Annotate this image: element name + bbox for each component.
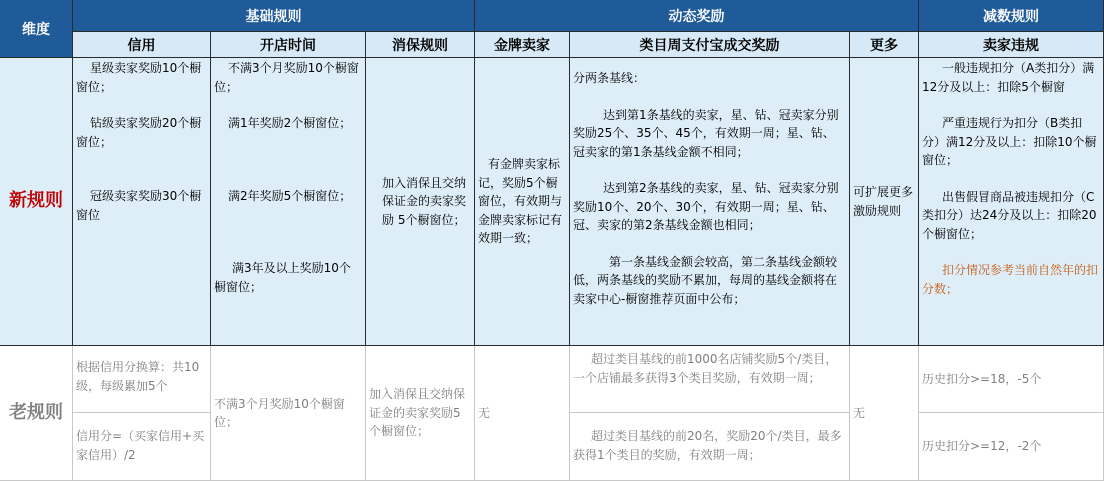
group-header-dynamic: 动态奖励 <box>475 0 919 32</box>
new-category-baseline1: 达到第1条基线的卖家，星、钻、冠卖家分别奖励25个、35个、45个，有效期一周；星、钻、冠卖家的第1条基线金额不相同； <box>573 107 839 159</box>
column-header-gold-seller: 金牌卖家 <box>475 32 570 58</box>
new-rule-label: 新规则 <box>0 58 73 346</box>
new-category-baseline2: 达到第2条基线的卖家，星、钻、冠卖家分别奖励10个、20个、30个，有效期一周；星、钻、冠、卖家的第2条基线金额也相同； <box>573 181 839 232</box>
new-open-time-under3m: 不满3个月奖励10个橱窗位； <box>214 61 359 94</box>
new-gold-seller-cell <box>475 58 570 346</box>
new-violation-c: 出售假冒商品被违规扣分（C类扣分）达24分及以上：扣除20个橱窗位； <box>922 189 1097 241</box>
column-header-open-time: 开店时间 <box>211 32 366 58</box>
new-open-time-3y: 满3年及以上奖励10个橱窗位； <box>214 261 351 294</box>
new-open-time-cell <box>211 58 366 346</box>
column-header-consumer-protection: 消保规则 <box>366 32 475 58</box>
old-open-time-cell <box>211 346 366 481</box>
new-open-time-2y: 满2年奖励5个橱窗位； <box>228 188 352 203</box>
old-more-cell <box>850 346 919 481</box>
new-consumer-protection-text: 加入消保且交纳保证金的卖家奖励 5个橱窗位； <box>382 175 467 227</box>
new-violation-cell <box>919 58 1104 346</box>
old-credit-cell-top <box>73 346 211 413</box>
new-violation-a: 一般违规扣分（A类扣分）满12分及以上：扣除5个橱窗 <box>922 61 1095 94</box>
new-category-note: 第一条基线金额会较高，第二条基线金额较低，两条基线的奖励不累加，每周的基线金额将在卖家中心-橱窗推荐页面中公布； <box>573 254 838 306</box>
new-category-intro: 分两条基线： <box>573 71 646 85</box>
column-header-category-weekly: 类目周支付宝成交奖励 <box>570 32 850 58</box>
old-more-text: 无 <box>853 405 866 420</box>
new-credit-diamond: 钻级卖家奖励20个橱窗位； <box>76 116 202 149</box>
new-open-time-1y: 满1年奖励2个橱窗位； <box>228 116 352 130</box>
old-open-time-text: 不满3个月奖励10个橱窗位； <box>214 396 345 429</box>
old-credit-cell-bottom <box>73 413 211 481</box>
group-header-basic: 基础规则 <box>73 0 475 32</box>
old-credit-conversion: 根据信用分换算：共10级，每级累加5个 <box>76 360 200 393</box>
old-gold-seller-cell <box>475 346 570 481</box>
new-violation-b: 严重违规行为扣分（B类扣分）满12分及以上：扣除10个橱窗位； <box>922 116 1097 167</box>
old-consumer-protection-text: 加入消保且交纳保证金的卖家奖励5个橱窗位； <box>369 387 466 439</box>
old-consumer-protection-cell <box>366 346 475 481</box>
new-more-cell <box>850 58 919 346</box>
old-rule-label: 老规则 <box>0 346 73 481</box>
new-violation-note: 扣分情况参考当前自然年的扣分数； <box>922 263 1099 296</box>
new-category-weekly-cell <box>570 58 850 346</box>
group-header-deduct: 减数规则 <box>919 0 1104 32</box>
old-violation-cell-bottom <box>919 413 1104 481</box>
new-more-text: 可扩展更多激励规则 <box>853 185 914 218</box>
old-category-weekly-cell-top <box>570 346 850 413</box>
old-category-weekly-cell-bottom <box>570 413 850 481</box>
old-violation-12: 历史扣分>=12，-2个 <box>922 439 1042 454</box>
old-category-top20: 超过类目基线的前20名，奖励20个/类目，最多获得1个类目的奖励，有效期一周； <box>573 429 842 462</box>
old-credit-formula: 信用分=（买家信用+买家信用）/2 <box>76 429 205 462</box>
new-gold-seller-text: 有金牌卖家标记，奖励5个橱窗位，有效期与金牌卖家标记有效期一致； <box>478 157 563 246</box>
new-credit-cell <box>73 58 211 346</box>
dimension-header: 维度 <box>0 0 73 58</box>
new-consumer-protection-cell <box>366 58 475 346</box>
new-credit-star: 星级卖家奖励10个橱窗位； <box>76 61 202 94</box>
column-header-credit: 信用 <box>73 32 211 58</box>
old-category-top1000: 超过类目基线的前1000名店铺奖励5个/类目，一个店铺最多获得3个类目奖励，有效期一周； <box>573 352 838 385</box>
old-violation-18: 历史扣分>=18，-5个 <box>922 371 1042 386</box>
old-violation-cell-top <box>919 346 1104 413</box>
new-credit-crown: 冠级卖家奖励30个橱窗位 <box>76 189 202 222</box>
column-header-more: 更多 <box>850 32 919 58</box>
column-header-violation: 卖家违规 <box>919 32 1104 58</box>
old-gold-seller-text: 无 <box>478 405 491 420</box>
